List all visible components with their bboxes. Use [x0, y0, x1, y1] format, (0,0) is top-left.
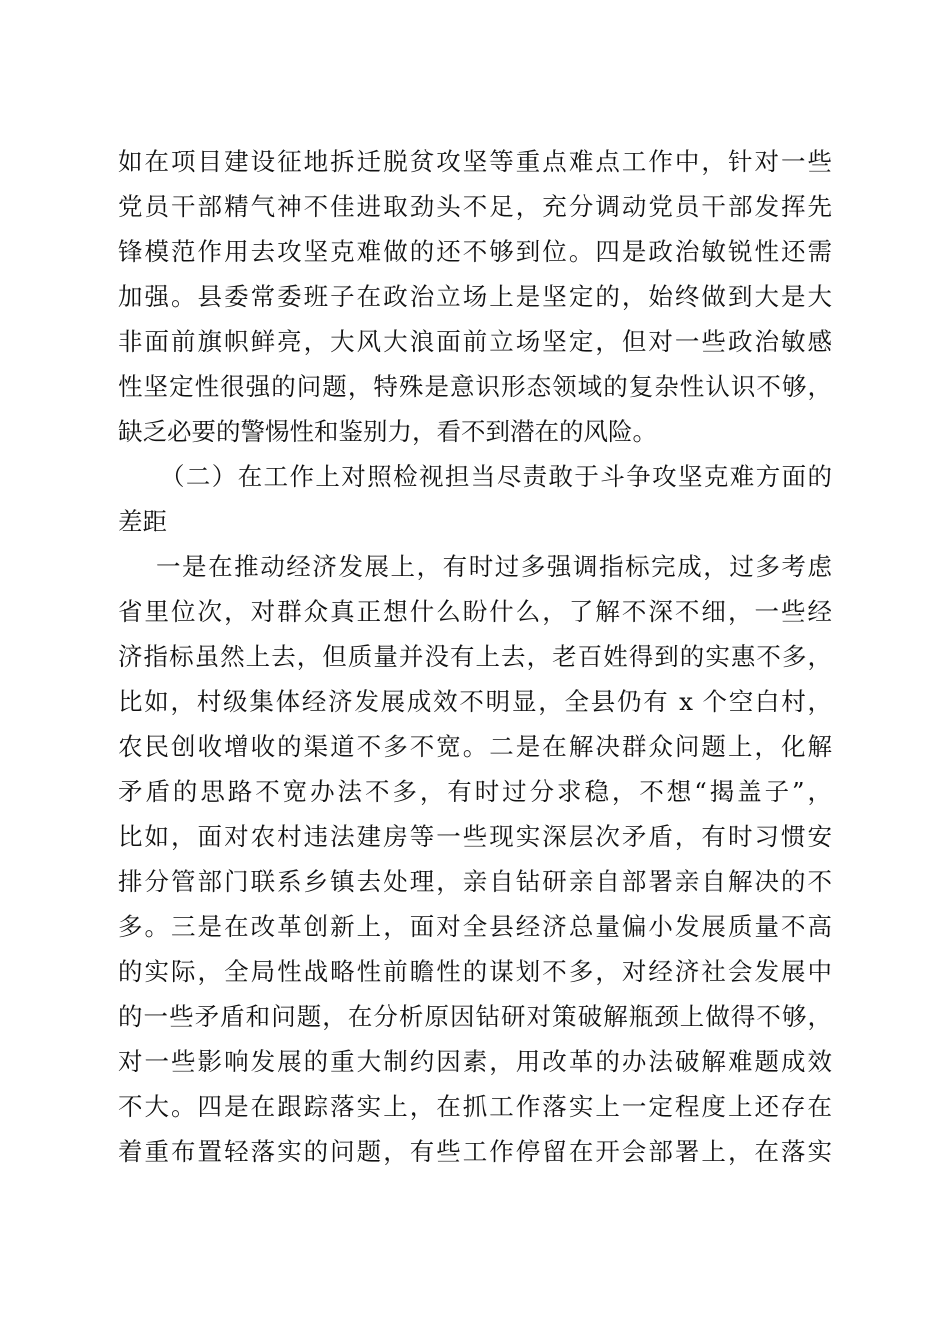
body-text-line: 锋模范作用去攻坚克难做的还不够到位。四是政治敏锐性还需: [118, 237, 832, 266]
body-text-line: 一是在推动经济发展上，有时过多强调指标完成，过多考虑: [156, 552, 832, 581]
body-text-line: 对一些影响发展的重大制约因素，用改革的办法破解难题成效: [118, 1047, 832, 1076]
body-text-line: 党员干部精气神不佳进取劲头不足，充分调动党员干部发挥先: [118, 192, 832, 221]
body-text-line: 缺乏必要的警惕性和鉴别力，看不到潜在的风险。: [118, 417, 657, 446]
body-text-line: 省里位次，对群众真正想什么盼什么，了解不深不细，一些经: [118, 597, 832, 626]
body-text-line: 比如，村级集体经济发展成效不明显，全县仍有 x 个空白村，: [118, 687, 832, 716]
body-text-line: 比如，面对农村违法建房等一些现实深层次矛盾，有时习惯安: [118, 822, 832, 851]
body-text-line: 非面前旗帜鲜亮，大风大浪面前立场坚定，但对一些政治敏感: [118, 327, 832, 356]
section-heading: （二）在工作上对照检视担当尽责敢于斗争攻坚克难方面的: [160, 462, 832, 491]
section-heading-continued: 差距: [118, 507, 167, 536]
body-text-line: 的实际，全局性战略性前瞻性的谋划不多，对经济社会发展中: [118, 957, 832, 986]
body-text-line: 性坚定性很强的问题，特殊是意识形态领域的复杂性认识不够，: [118, 372, 832, 401]
body-text-line: 矛盾的思路不宽办法不多，有时过分求稳，不想“揭盖子”，: [118, 777, 832, 806]
body-text-line: 的一些矛盾和问题，在分析原因钻研对策破解瓶颈上做得不够，: [118, 1002, 832, 1031]
body-text-line: 不大。四是在跟踪落实上，在抓工作落实上一定程度上还存在: [118, 1092, 832, 1121]
body-text-line: 济指标虽然上去，但质量并没有上去，老百姓得到的实惠不多，: [118, 642, 832, 671]
body-text-line: 如在项目建设征地拆迁脱贫攻坚等重点难点工作中，针对一些: [118, 147, 832, 176]
body-text-line: 多。三是在改革创新上，面对全县经济总量偏小发展质量不高: [118, 912, 832, 941]
body-text-line: 排分管部门联系乡镇去处理，亲自钻研亲自部署亲自解决的不: [118, 867, 832, 896]
body-text-line: 着重布置轻落实的问题，有些工作停留在开会部署上，在落实: [118, 1137, 832, 1166]
body-text-line: 加强。县委常委班子在政治立场上是坚定的，始终做到大是大: [118, 282, 832, 311]
body-text-line: 农民创收增收的渠道不多不宽。二是在解决群众问题上，化解: [118, 732, 832, 761]
